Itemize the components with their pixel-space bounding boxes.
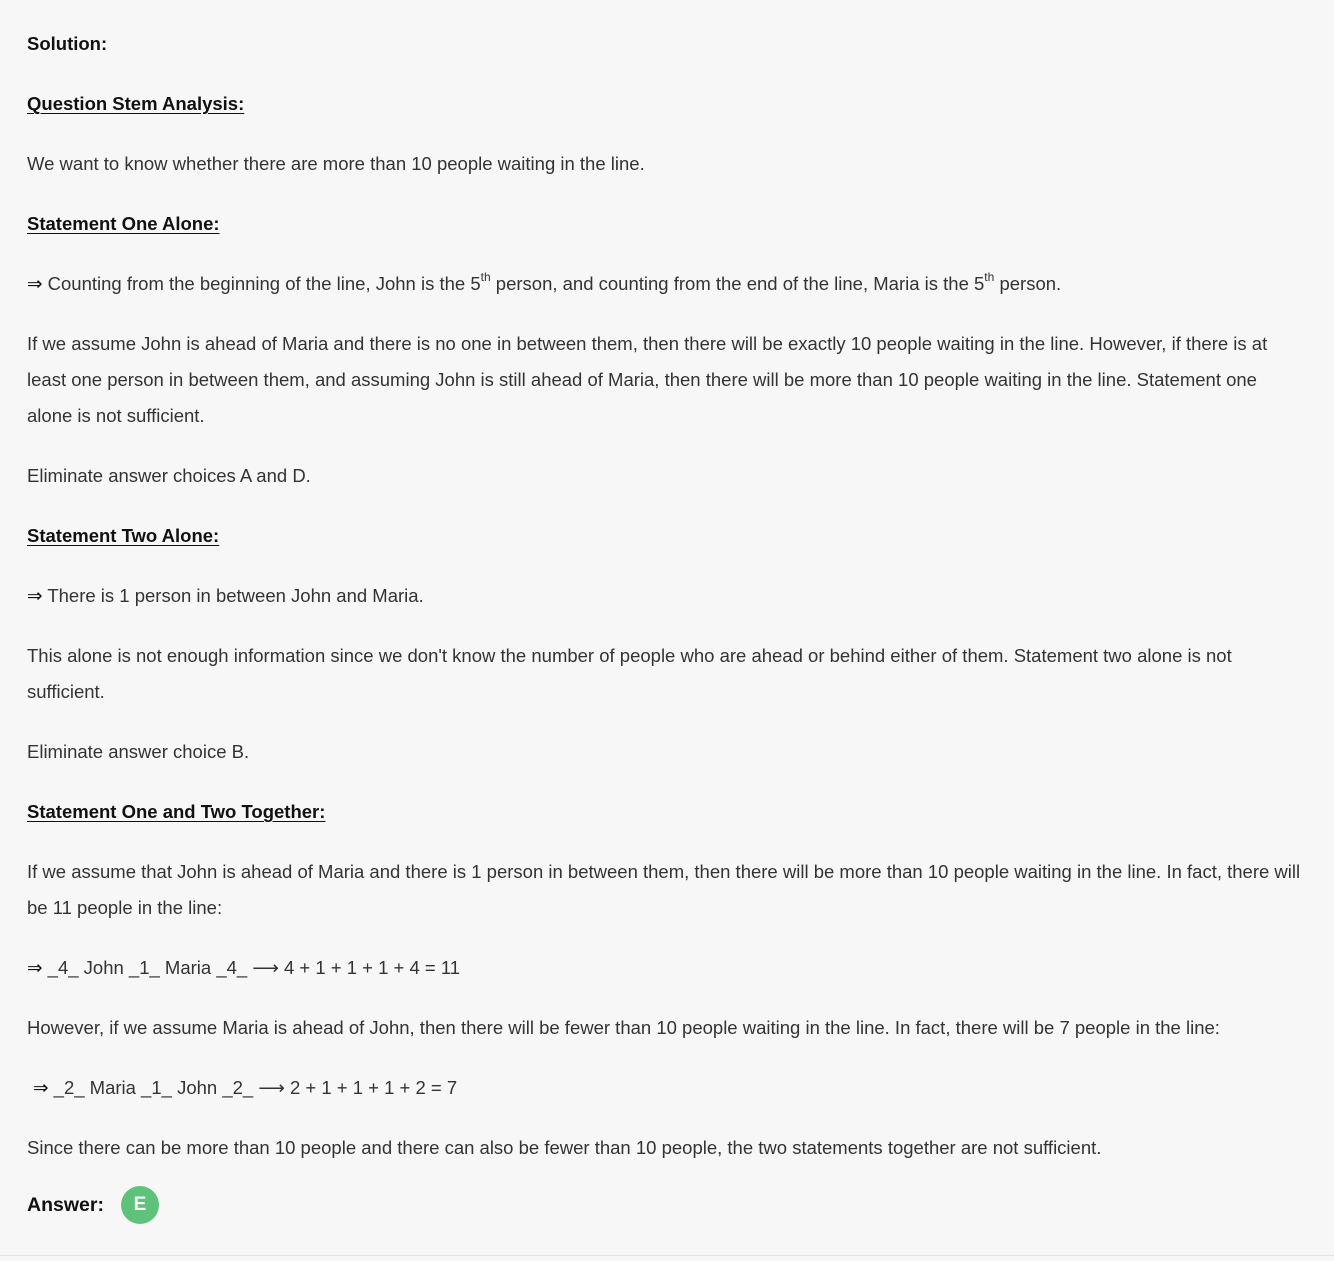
together-heading: Statement One and Two Together: — [27, 801, 326, 822]
implies-arrow-icon: ⇒ — [27, 957, 43, 978]
solution-content — [27, 26, 1307, 1224]
statement-one-heading: Statement One Alone: — [27, 213, 220, 234]
together-analysis-1: If we assume that John is ahead of Maria and there is 1 person in between them, then there will be more than 10 people waiting in the line. In fact, there will be 11 people in the line: — [27, 861, 1301, 918]
stem-text: We want to know whether there are more than 10 people waiting in the line. — [27, 153, 645, 174]
answer-badge: E — [121, 1186, 159, 1224]
stem-heading: Question Stem Analysis: — [27, 93, 245, 114]
statement-two-heading: Statement Two Alone: — [27, 525, 220, 546]
together-case-1: ⇒ _4_ John _1_ Maria _4_ ⟶ 4 + 1 + 1 + 1 + 4 = 11 — [27, 957, 461, 978]
together-conclusion: Since there can be more than 10 people and there can also be fewer than 10 people, the two statements together are not sufficient. — [27, 1137, 1102, 1158]
together-analysis-2: However, if we assume Maria is ahead of John, then there will be fewer than 10 people waiting in the line. In fact, there will be 7 people in the line: — [27, 1017, 1220, 1038]
statement-two-eliminate: Eliminate answer choice B. — [27, 741, 250, 762]
statement-one-text: ⇒ Counting from the beginning of the line, John is the 5th person, and counting from the end of the line, Maria is the 5th person. — [27, 269, 1062, 294]
statement-one-analysis: If we assume John is ahead of Maria and there is no one in between them, then there will be exactly 10 people waiting in the line. However, if there is at least one person in between them, and assuming John is still ahead of Maria, then there will be more than 10 people waiting in the line. Statement one alone is not sufficient. — [27, 333, 1268, 426]
statement-one-eliminate: Eliminate answer choices A and D. — [27, 465, 311, 486]
bottom-divider — [0, 1255, 1334, 1256]
statement-two-analysis: This alone is not enough information since we don't know the number of people who are ahead or behind either of them. Statement two alone is not sufficient. — [27, 645, 1232, 702]
answer-label: Answer: — [27, 1193, 104, 1216]
implies-arrow-icon: ⇒ — [27, 273, 43, 294]
together-case-2: ⇒ _2_ Maria _1_ John _2_ ⟶ 2 + 1 + 1 + 1 + 2 = 7 — [33, 1077, 458, 1098]
answer-row — [27, 1186, 1307, 1224]
solution-label: Solution: — [27, 33, 108, 54]
implies-arrow-icon: ⇒ — [27, 585, 43, 606]
implies-arrow-icon: ⇒ — [33, 1077, 49, 1098]
statement-two-text: ⇒ There is 1 person in between John and Maria. — [27, 585, 424, 606]
